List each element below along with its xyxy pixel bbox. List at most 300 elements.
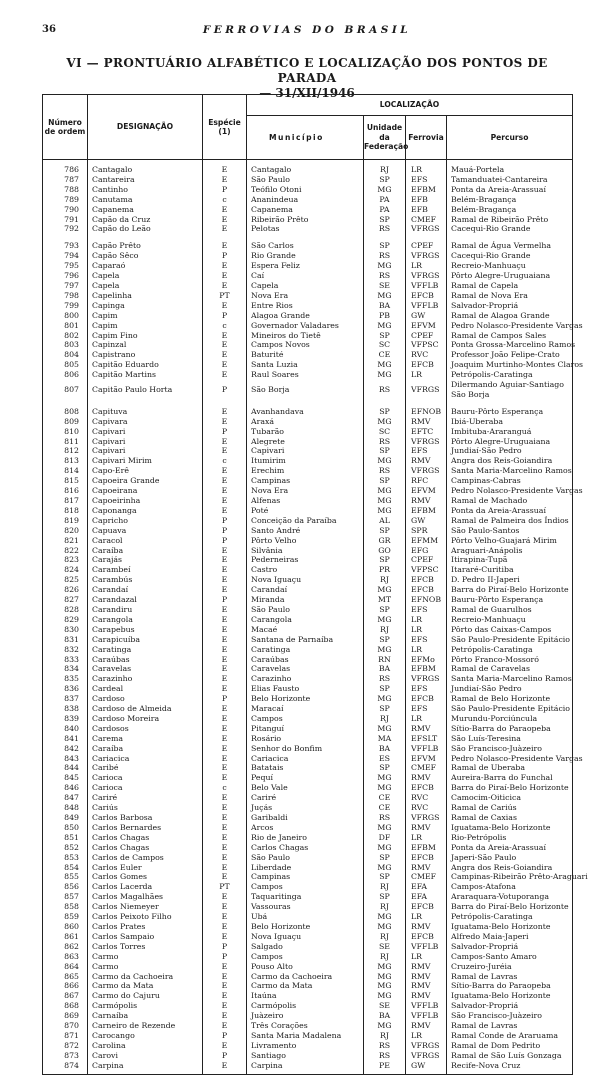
row-designacao: Capanema [88, 205, 203, 215]
row-percurso: Araguari-Anápolis [447, 546, 573, 556]
row-municipio: Pelotas [247, 224, 364, 234]
row-ferrovia: LR [406, 615, 447, 625]
row-percurso: Petrópolis-Caratinga [447, 912, 573, 922]
row-municipio: Caratinga [247, 645, 364, 655]
table-row [43, 1061, 573, 1074]
table-row [43, 595, 573, 605]
row-numero: 851 [43, 833, 88, 843]
row-ferrovia: EFBM [406, 664, 447, 674]
row-unidade: RS [364, 271, 406, 281]
row-unidade: MG [364, 863, 406, 873]
table-row [43, 427, 573, 437]
row-municipio: Carlos Chagas [247, 843, 364, 853]
row-designacao: Capo-Erê [88, 466, 203, 476]
row-ferrovia: EFS [406, 635, 447, 645]
row-ferrovia: VFRGS [406, 380, 447, 400]
table-row [43, 536, 573, 546]
row-municipio: Teófilo Otoni [247, 185, 364, 195]
row-percurso: Cruzeiro-Juréia [447, 962, 573, 972]
table-row [43, 932, 573, 942]
row-unidade: MG [364, 972, 406, 982]
row-designacao: Capivari [88, 446, 203, 456]
row-percurso: Ramal de Caxias [447, 813, 573, 823]
row-percurso: Sítio-Barra do Paraopeba [447, 981, 573, 991]
row-unidade: RJ [364, 575, 406, 585]
row-unidade: SE [364, 942, 406, 952]
row-especie: E [203, 271, 247, 281]
row-municipio: São Carlos [247, 241, 364, 251]
row-especie: E [203, 350, 247, 360]
table-row [43, 724, 573, 734]
row-percurso: Ramal de Uberaba [447, 763, 573, 773]
row-percurso: Ramal de Guarulhos [447, 605, 573, 615]
row-numero: 821 [43, 536, 88, 546]
row-ferrovia: EFVM [406, 754, 447, 764]
row-numero: 829 [43, 615, 88, 625]
row-percurso: Dilermando Aguiar-Santiago São Borja [447, 380, 573, 400]
row-numero: 793 [43, 241, 88, 251]
row-numero: 840 [43, 724, 88, 734]
row-especie: E [203, 655, 247, 665]
row-municipio: Silvânia [247, 546, 364, 556]
table-row [43, 972, 573, 982]
row-ferrovia: RMV [406, 456, 447, 466]
row-unidade: RS [364, 674, 406, 684]
row-unidade: MG [364, 417, 406, 427]
row-especie: E [203, 962, 247, 972]
row-unidade: AL [364, 516, 406, 526]
row-ferrovia: RMV [406, 981, 447, 991]
row-numero: 817 [43, 496, 88, 506]
row-unidade: RJ [364, 902, 406, 912]
table-row [43, 843, 573, 853]
row-municipio: Erechim [247, 466, 364, 476]
row-ferrovia: EFB [406, 195, 447, 205]
row-ferrovia: LR [406, 1031, 447, 1041]
row-municipio: Araxá [247, 417, 364, 427]
table-row [43, 321, 573, 331]
row-numero: 856 [43, 882, 88, 892]
table-row [43, 437, 573, 447]
section-title-line1: VI — PRONTUÁRIO ALFABÉTICO E LOCALIZAÇÃO DOS PONTOS DE PARADA [66, 56, 548, 85]
row-numero: 809 [43, 417, 88, 427]
row-especie: E [203, 370, 247, 380]
row-municipio: Caravelas [247, 664, 364, 674]
row-numero: 820 [43, 526, 88, 536]
row-municipio: Belo Horizonte [247, 922, 364, 932]
row-unidade: MG [364, 724, 406, 734]
row-especie: P [203, 1051, 247, 1061]
row-municipio: Espera Feliz [247, 261, 364, 271]
row-percurso: Camocim-Oiticica [447, 793, 573, 803]
table-row [43, 175, 573, 185]
row-unidade: MG [364, 823, 406, 833]
row-percurso: Ramal de Dom Pedrito [447, 1041, 573, 1051]
row-unidade: MG [364, 496, 406, 506]
table-row [43, 952, 573, 962]
row-numero: 810 [43, 427, 88, 437]
row-designacao: Carmo da Cachoeira [88, 972, 203, 982]
row-municipio: Caí [247, 271, 364, 281]
row-municipio: Conceição da Paraíba [247, 516, 364, 526]
row-ferrovia: EFCB [406, 783, 447, 793]
row-numero: 861 [43, 932, 88, 942]
row-municipio: Nova Iguaçu [247, 932, 364, 942]
row-especie: E [203, 823, 247, 833]
row-especie: E [203, 972, 247, 982]
row-percurso: Ramal de Água Vermelha [447, 241, 573, 251]
row-numero: 823 [43, 555, 88, 565]
row-unidade: RJ [364, 932, 406, 942]
row-unidade: SP [364, 241, 406, 251]
row-especie: E [203, 506, 247, 516]
header-especie: Espécie (1) [203, 95, 247, 160]
running-header [42, 24, 572, 38]
row-designacao: Capinzal [88, 340, 203, 350]
row-municipio: Cantagalo [247, 160, 364, 175]
row-numero: 850 [43, 823, 88, 833]
row-designacao: Carlos Gomes [88, 872, 203, 882]
row-municipio: Campos [247, 882, 364, 892]
row-unidade: DF [364, 833, 406, 843]
row-municipio: São Paulo [247, 853, 364, 863]
table-row [43, 754, 573, 764]
row-unidade: RS [364, 380, 406, 400]
row-numero: 807 [43, 380, 88, 400]
row-numero: 863 [43, 952, 88, 962]
table-row [43, 912, 573, 922]
row-numero: 796 [43, 271, 88, 281]
row-designacao: Cariré [88, 793, 203, 803]
table-row [43, 380, 573, 400]
row-unidade: SP [364, 853, 406, 863]
table-row [43, 575, 573, 585]
row-percurso: Santa Maria-Marcelino Ramos [447, 674, 573, 684]
row-municipio: Campos [247, 714, 364, 724]
row-designacao: Carmo [88, 952, 203, 962]
row-ferrovia: EFCB [406, 853, 447, 863]
row-designacao: Caribé [88, 763, 203, 773]
row-ferrovia: RMV [406, 417, 447, 427]
row-ferrovia: RMV [406, 863, 447, 873]
row-municipio: Pôrto Velho [247, 536, 364, 546]
row-designacao: Cariacica [88, 754, 203, 764]
row-unidade: MG [364, 843, 406, 853]
row-especie: E [203, 664, 247, 674]
row-percurso: Mauá-Portela [447, 160, 573, 175]
row-municipio: Belo Horizonte [247, 694, 364, 704]
row-municipio: Capela [247, 281, 364, 291]
row-unidade: PR [364, 565, 406, 575]
row-unidade: MG [364, 456, 406, 466]
row-percurso: Tamanduatei-Cantareira [447, 175, 573, 185]
row-percurso: Santa Maria-Marcelino Ramos [447, 466, 573, 476]
row-numero: 848 [43, 803, 88, 813]
row-percurso: Pedro Nolasco-Presidente Vargas [447, 486, 573, 496]
row-unidade: RS [364, 466, 406, 476]
row-designacao: Capim [88, 321, 203, 331]
row-numero: 790 [43, 205, 88, 215]
row-numero: 853 [43, 853, 88, 863]
table-row [43, 301, 573, 311]
row-ferrovia: EFCB [406, 585, 447, 595]
row-unidade: MG [364, 981, 406, 991]
table-row [43, 160, 573, 175]
row-unidade: RJ [364, 882, 406, 892]
row-numero: 865 [43, 972, 88, 982]
row-unidade: SP [364, 526, 406, 536]
row-unidade: SC [364, 340, 406, 350]
row-especie: E [203, 625, 247, 635]
row-municipio: Itumirim [247, 456, 364, 466]
row-designacao: Carioca [88, 773, 203, 783]
row-unidade: PB [364, 311, 406, 321]
row-unidade: SP [364, 892, 406, 902]
table-row [43, 863, 573, 873]
row-municipio: Alfenas [247, 496, 364, 506]
row-unidade: RS [364, 1051, 406, 1061]
row-designacao: Cardeal [88, 684, 203, 694]
row-designacao: Cardoso Moreira [88, 714, 203, 724]
row-ferrovia: RMV [406, 991, 447, 1001]
group-spacer [43, 234, 573, 241]
row-unidade: RJ [364, 625, 406, 635]
row-especie: P [203, 1031, 247, 1041]
row-especie: E [203, 555, 247, 565]
row-numero: 822 [43, 546, 88, 556]
row-unidade: SP [364, 763, 406, 773]
table-row [43, 241, 573, 251]
row-especie: E [203, 360, 247, 370]
table-row [43, 714, 573, 724]
row-municipio: Arcos [247, 823, 364, 833]
row-designacao: Carema [88, 734, 203, 744]
row-municipio: Governador Valadares [247, 321, 364, 331]
row-designacao: Caponanga [88, 506, 203, 516]
table-row [43, 311, 573, 321]
row-municipio: Belo Vale [247, 783, 364, 793]
row-numero: 858 [43, 902, 88, 912]
row-numero: 837 [43, 694, 88, 704]
row-percurso: Cacequi-Rio Grande [447, 224, 573, 234]
row-unidade: RS [364, 1041, 406, 1051]
row-especie: P [203, 516, 247, 526]
row-unidade: MG [364, 991, 406, 1001]
row-percurso: Cacequi-Rio Grande [447, 251, 573, 261]
table-row [43, 704, 573, 714]
row-designacao: Caraíba [88, 546, 203, 556]
row-numero: 805 [43, 360, 88, 370]
row-municipio: Taquaritinga [247, 892, 364, 902]
table-row [43, 251, 573, 261]
row-ferrovia: EFG [406, 546, 447, 556]
row-percurso: Ramal Conde de Araruama [447, 1031, 573, 1041]
row-unidade: PA [364, 195, 406, 205]
row-especie: E [203, 1061, 247, 1074]
row-designacao: Carlos Chagas [88, 833, 203, 843]
row-numero: 812 [43, 446, 88, 456]
row-numero: 789 [43, 195, 88, 205]
row-ferrovia: RMV [406, 724, 447, 734]
row-unidade: MG [364, 922, 406, 932]
row-numero: 816 [43, 486, 88, 496]
row-designacao: Carandiru [88, 605, 203, 615]
row-unidade: MG [364, 912, 406, 922]
table-row [43, 655, 573, 665]
row-numero: 867 [43, 991, 88, 1001]
row-numero: 849 [43, 813, 88, 823]
row-designacao: Capricho [88, 516, 203, 526]
table-row [43, 215, 573, 225]
row-designacao: Caratinga [88, 645, 203, 655]
table-row [43, 185, 573, 195]
row-ferrovia: VFPSC [406, 340, 447, 350]
row-especie: E [203, 160, 247, 175]
table-row [43, 370, 573, 380]
row-designacao: Capivari Mirim [88, 456, 203, 466]
row-percurso: São Francisco-Juàzeiro [447, 1011, 573, 1021]
row-especie: P [203, 536, 247, 546]
row-municipio: Ubá [247, 912, 364, 922]
row-unidade: SP [364, 215, 406, 225]
header-localizacao: LOCALIZAÇÃO [247, 95, 573, 116]
row-numero: 874 [43, 1061, 88, 1074]
row-percurso: Salvador-Propriá [447, 301, 573, 311]
row-unidade: MG [364, 783, 406, 793]
row-unidade: CE [364, 350, 406, 360]
row-numero: 797 [43, 281, 88, 291]
row-percurso: Professor João Felipe-Crato [447, 350, 573, 360]
row-percurso: Ramal de Caravelas [447, 664, 573, 674]
table-row [43, 271, 573, 281]
row-percurso: Ramal de Ribeirão Prêto [447, 215, 573, 225]
row-especie: E [203, 224, 247, 234]
table-row [43, 476, 573, 486]
row-ferrovia: LR [406, 625, 447, 635]
row-percurso: Salvador-Propriá [447, 1001, 573, 1011]
row-especie: c [203, 456, 247, 466]
row-percurso: Petrópolis-Caratinga [447, 370, 573, 380]
row-percurso: Barra do Piraí-Belo Horizonte [447, 902, 573, 912]
row-especie: E [203, 892, 247, 902]
row-numero: 811 [43, 437, 88, 447]
row-percurso: Ramal de Palmeira dos Índios [447, 516, 573, 526]
row-ferrovia: EFA [406, 882, 447, 892]
row-municipio: São Borja [247, 380, 364, 400]
row-numero: 855 [43, 872, 88, 882]
row-designacao: Carlos Torres [88, 942, 203, 952]
table-row [43, 783, 573, 793]
row-percurso: Japeri-São Paulo [447, 853, 573, 863]
table-row [43, 902, 573, 912]
table-row [43, 773, 573, 783]
row-municipio: Liberdade [247, 863, 364, 873]
row-designacao: Carapebus [88, 625, 203, 635]
row-unidade: BA [364, 301, 406, 311]
row-designacao: Carlos Sampaio [88, 932, 203, 942]
row-ferrovia: CPEF [406, 241, 447, 251]
table-row [43, 1041, 573, 1051]
row-designacao: Carapicuíba [88, 635, 203, 645]
row-ferrovia: VFRGS [406, 271, 447, 281]
row-municipio: Carandaí [247, 585, 364, 595]
row-especie: E [203, 714, 247, 724]
row-percurso: Ramal de Belo Horizonte [447, 694, 573, 704]
row-unidade: MG [364, 486, 406, 496]
row-numero: 868 [43, 1001, 88, 1011]
row-percurso: Ramal de Capela [447, 281, 573, 291]
table-row [43, 291, 573, 301]
table-row [43, 625, 573, 635]
row-designacao: Cantinho [88, 185, 203, 195]
row-ferrovia: EFTC [406, 427, 447, 437]
row-especie: E [203, 340, 247, 350]
row-unidade: MT [364, 595, 406, 605]
row-ferrovia: LR [406, 160, 447, 175]
row-designacao: Capela [88, 281, 203, 291]
row-unidade: CE [364, 793, 406, 803]
row-ferrovia: RMV [406, 962, 447, 972]
table-row [43, 962, 573, 972]
row-numero: 802 [43, 331, 88, 341]
row-ferrovia: RVC [406, 793, 447, 803]
row-especie: E [203, 734, 247, 744]
row-designacao: Carangola [88, 615, 203, 625]
row-unidade: SP [364, 555, 406, 565]
table-row [43, 585, 573, 595]
row-ferrovia: RVC [406, 350, 447, 360]
row-unidade: PA [364, 205, 406, 215]
row-percurso: Ponta Grossa-Marcelino Ramos [447, 340, 573, 350]
row-municipio: Avanhandava [247, 407, 364, 417]
row-unidade: RJ [364, 714, 406, 724]
row-numero: 857 [43, 892, 88, 902]
row-numero: 827 [43, 595, 88, 605]
row-especie: E [203, 872, 247, 882]
row-ferrovia: VFRGS [406, 674, 447, 684]
row-numero: 873 [43, 1051, 88, 1061]
row-percurso: Pôrto das Caixas-Campos [447, 625, 573, 635]
row-unidade: MG [364, 506, 406, 516]
row-designacao: Capitão Eduardo [88, 360, 203, 370]
row-especie: P [203, 526, 247, 536]
row-unidade: SP [364, 872, 406, 882]
row-designacao: Capistrano [88, 350, 203, 360]
row-numero: 843 [43, 754, 88, 764]
row-especie: E [203, 1001, 247, 1011]
row-unidade: RS [364, 224, 406, 234]
row-designacao: Carneiro de Rezende [88, 1021, 203, 1031]
row-especie: E [203, 437, 247, 447]
row-unidade: ES [364, 754, 406, 764]
table-row [43, 486, 573, 496]
row-municipio: Campos [247, 952, 364, 962]
row-designacao: Carlos Barbosa [88, 813, 203, 823]
table-row [43, 331, 573, 341]
row-percurso: São Paulo-Presidente Epitácio [447, 635, 573, 645]
row-percurso: Recreio-Manhuaçu [447, 615, 573, 625]
row-designacao: Capoeirinha [88, 496, 203, 506]
row-designacao: Capoeirana [88, 486, 203, 496]
row-municipio: Santiago [247, 1051, 364, 1061]
row-municipio: Pederneiras [247, 555, 364, 565]
row-ferrovia: LR [406, 370, 447, 380]
row-designacao: Carlos de Campos [88, 853, 203, 863]
row-numero: 791 [43, 215, 88, 225]
row-unidade: BA [364, 664, 406, 674]
row-percurso: Ramal de Machado [447, 496, 573, 506]
row-percurso: Iguatama-Belo Horizonte [447, 991, 573, 1001]
